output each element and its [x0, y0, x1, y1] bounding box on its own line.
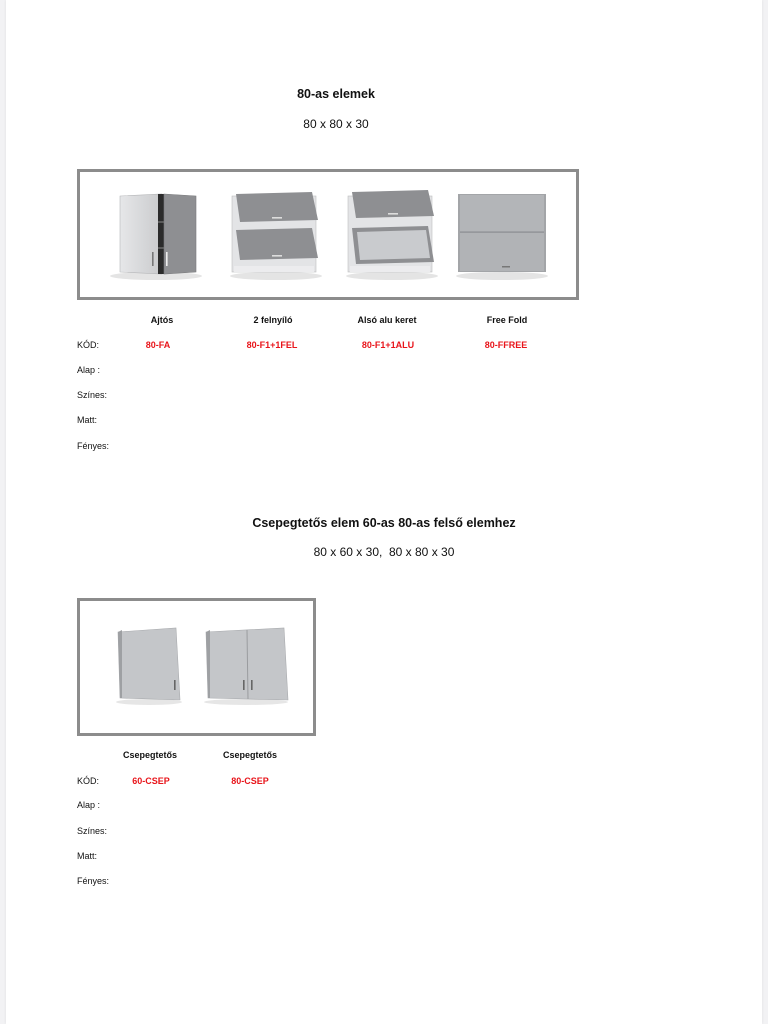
section2-label-glossy: Fényes: [77, 876, 110, 886]
section2-title: Csepegtetős elem 60-as 80-as felső elemhez [252, 516, 516, 530]
section2-label-base: Alap : [77, 800, 101, 810]
product-code-80-f1-1fel: 80-F1+1FEL [246, 340, 298, 350]
section2-label-code: KÓD: [77, 776, 100, 786]
section1-label-colored: Színes: [77, 390, 108, 400]
product-code-60-csep: 60-CSEP [132, 776, 170, 786]
product-code-80-ffree: 80-FFREE [484, 340, 528, 350]
cabinet-image-ajtos [106, 186, 206, 282]
product-code-80-fa: 80-FA [145, 340, 171, 350]
section1-label-glossy: Fényes: [77, 441, 110, 451]
product-code-80-csep: 80-CSEP [231, 776, 269, 786]
section1-dimensions: 80 x 80 x 30 [303, 117, 369, 131]
product-name-free-fold: Free Fold [486, 315, 528, 325]
product-code-80-f1-1alu: 80-F1+1ALU [361, 340, 415, 350]
section1-label-base: Alap : [77, 365, 101, 375]
cabinet-image-80-csep [200, 624, 292, 706]
product-name-ajtos: Ajtós [150, 315, 174, 325]
section2-label-colored: Színes: [77, 826, 108, 836]
cabinet-image-60-csep [112, 624, 186, 706]
section1-label-code: KÓD: [77, 340, 100, 350]
product-name-60-csep: Csepegtetős [122, 750, 177, 760]
section2-label-matte: Matt: [77, 851, 98, 861]
cabinet-image-2-felnyilo [224, 186, 324, 282]
product-name-2-felnyilo: 2 felnyíló [253, 315, 293, 325]
section2-dimensions: 80 x 60 x 30, 80 x 80 x 30 [313, 545, 455, 559]
document-page [6, 0, 762, 1024]
section1-label-matte: Matt: [77, 415, 98, 425]
cabinet-image-free-fold [452, 186, 552, 282]
product-name-also-alu-keret: Alsó alu keret [357, 315, 417, 325]
cabinet-image-also-alu-keret [340, 186, 440, 282]
section1-title: 80-as elemek [297, 87, 375, 101]
product-name-80-csep: Csepegtetős [222, 750, 277, 760]
